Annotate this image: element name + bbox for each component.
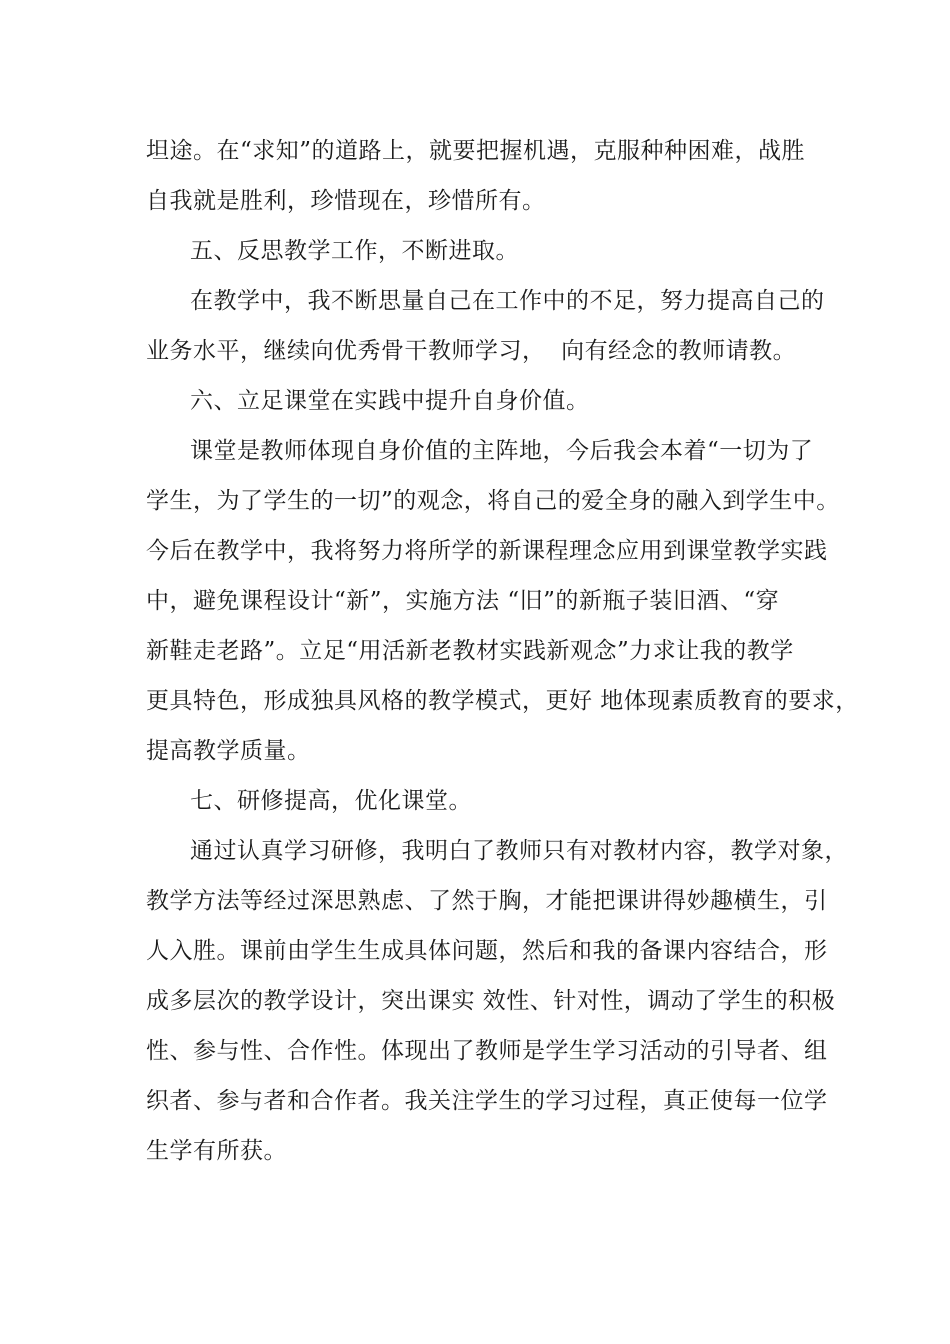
section-heading-7: 七、研修提高，优化课堂。	[190, 788, 472, 814]
text-line: 坦途。在“求知”的道路上，就要把握机遇，克服种种困难，战胜	[146, 138, 806, 164]
text-line: 学生，为了学生的一切”的观念，将自己的爱全身的融入到学生中。	[146, 488, 840, 514]
text-line: 自我就是胜利，珍惜现在，珍惜所有。	[146, 188, 546, 214]
text-line: 织者、参与者和合作者。我关注学生的学习过程，真正使每一位学	[146, 1088, 828, 1114]
text-line: 生学有所获。	[146, 1138, 287, 1164]
text-line: 提高教学质量。	[146, 738, 311, 764]
section-heading-5: 五、反思教学工作，不断进取。	[190, 238, 519, 264]
text-line: 中，避免课程设计“新”，实施方法 “旧”的新瓶子装旧酒、“穿	[146, 588, 780, 614]
text-line: 今后在教学中，我将努力将所学的新课程理念应用到课堂教学实践	[146, 538, 828, 564]
text-line: 性、参与性、合作性。体现出了教师是学生学习活动的引导者、组	[146, 1038, 828, 1064]
text-line: 通过认真学习研修，我明白了教师只有对教材内容，教学对象，	[190, 838, 848, 864]
text-line: 在教学中，我不断思量自己在工作中的不足，努力提高自己的	[190, 288, 825, 314]
text-line: 更具特色，形成独具风格的教学模式，更好 地体现素质教育的要求，	[146, 688, 859, 714]
text-line: 新鞋走老路”。立足“用活新老教材实践新观念”力求让我的教学	[146, 638, 794, 664]
section-heading-6: 六、立足课堂在实践中提升自身价值。	[190, 388, 590, 414]
text-line: 教学方法等经过深思熟虑、了然于胸，才能把课讲得妙趣横生，引	[146, 888, 828, 914]
text-line: 成多层次的教学设计，突出课实 效性、针对性，调动了学生的积极	[146, 988, 836, 1014]
text-line: 业务水平，继续向优秀骨干教师学习， 向有经念的教师请教。	[146, 338, 797, 364]
text-line: 课堂是教师体现自身价值的主阵地，今后我会本着“一切为了	[190, 438, 814, 464]
text-line: 人入胜。课前由学生生成具体问题，然后和我的备课内容结合，形	[146, 938, 828, 964]
